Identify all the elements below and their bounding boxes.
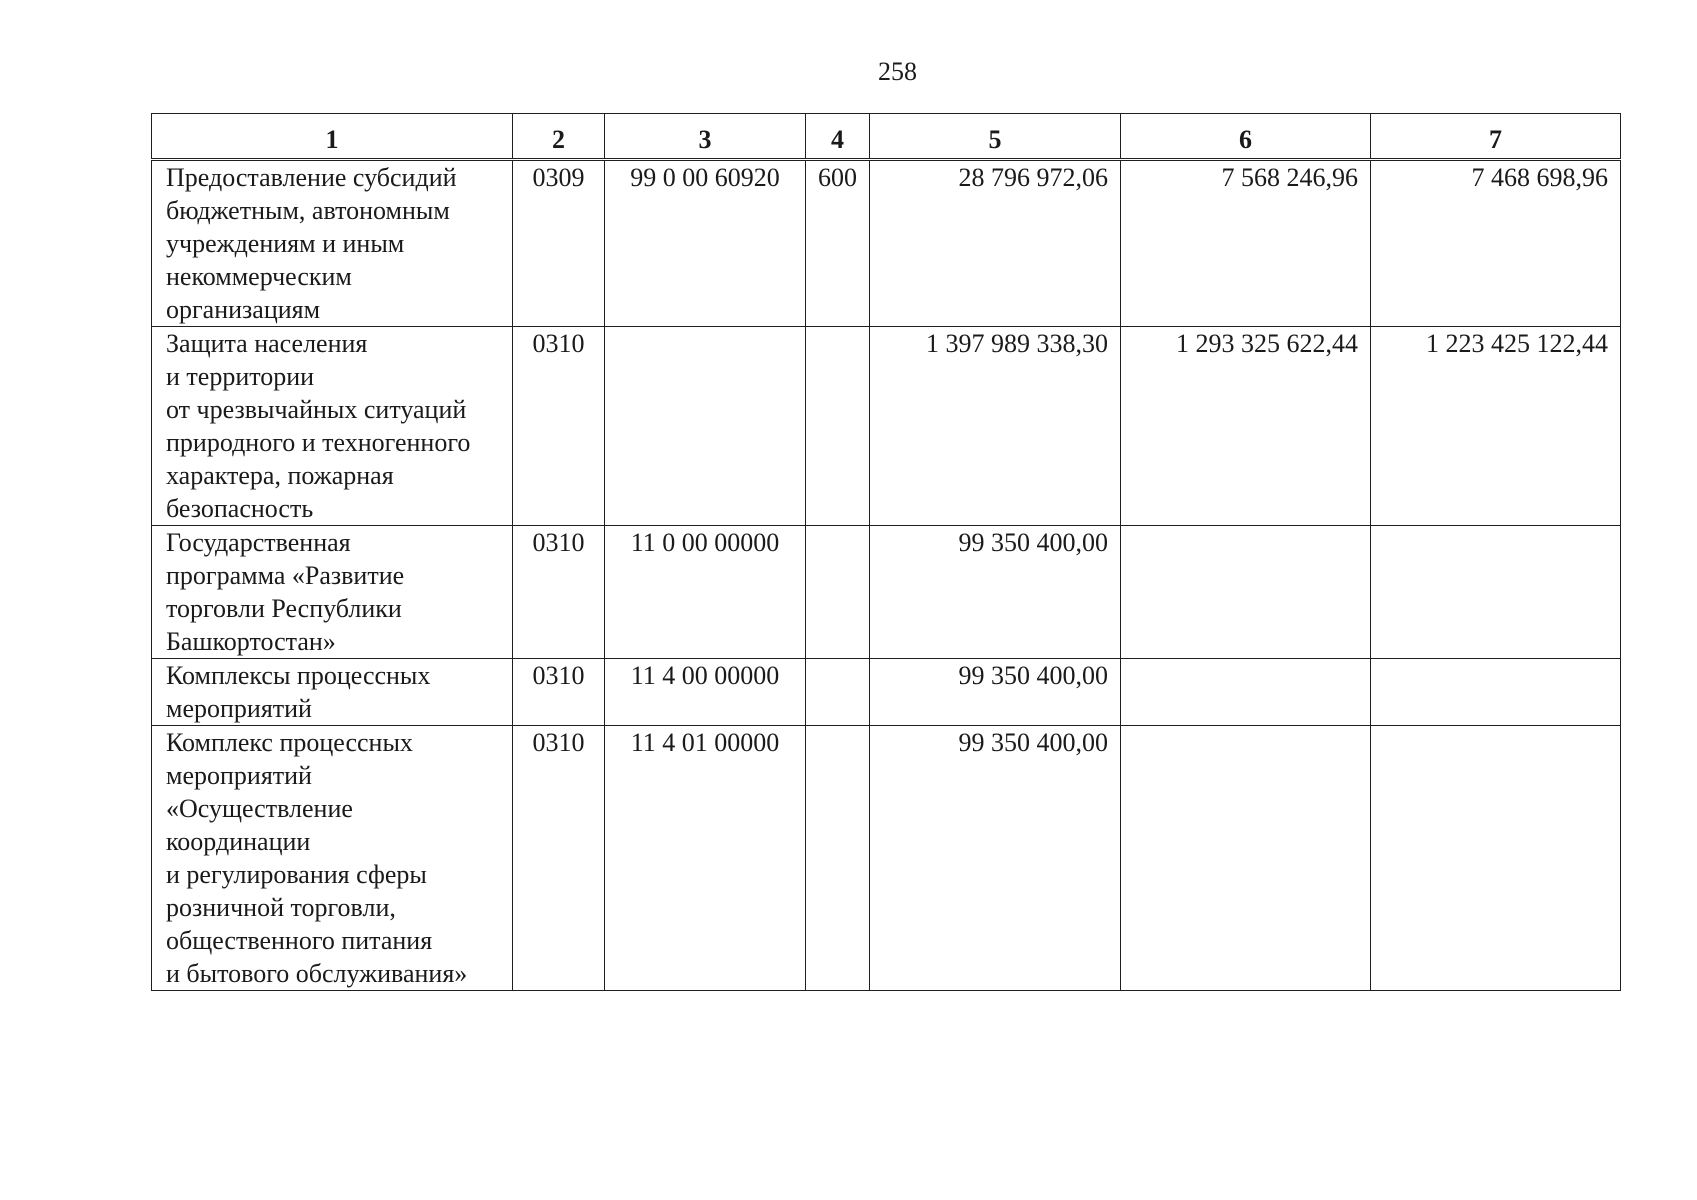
item-name-line: и бытового обслуживания» bbox=[166, 959, 468, 988]
amount-cell: 99 350 400,00 bbox=[870, 659, 1121, 726]
item-name-line: Предоставление субсидий bbox=[166, 163, 457, 192]
item-name-line: координации bbox=[166, 827, 311, 856]
item-name-line: и территории bbox=[166, 362, 315, 391]
amount-cell bbox=[1371, 726, 1621, 991]
item-name-line: розничной торговли, bbox=[166, 893, 396, 922]
table-row bbox=[152, 726, 1621, 991]
item-name-line: и регулирования сферы bbox=[166, 860, 427, 889]
item-name-line: «Осуществление bbox=[166, 794, 353, 823]
amount-cell: 1 397 989 338,30 bbox=[870, 327, 1121, 526]
target-code-cell: 99 0 00 60920 bbox=[605, 160, 806, 327]
column-header: 3 bbox=[605, 114, 806, 160]
target-code-cell: 11 4 00 00000 bbox=[605, 659, 806, 726]
item-name-line: общественного питания bbox=[166, 926, 433, 955]
expense-type-cell: 600 bbox=[806, 160, 870, 327]
item-name-line: учреждениям и иным bbox=[166, 229, 405, 258]
amount-cell: 99 350 400,00 bbox=[870, 726, 1121, 991]
amount-cell: 99 350 400,00 bbox=[870, 526, 1121, 659]
expense-type-cell bbox=[806, 327, 870, 526]
column-header: 2 bbox=[513, 114, 605, 160]
table-row bbox=[152, 160, 1621, 327]
column-header: 1 bbox=[152, 114, 513, 160]
expense-type-cell bbox=[806, 726, 870, 991]
item-name-line: программа «Развитие bbox=[166, 561, 405, 590]
item-name-line: мероприятий bbox=[166, 761, 312, 790]
section-code-cell: 0310 bbox=[513, 327, 605, 526]
item-name-cell bbox=[152, 160, 513, 327]
item-name-line: Башкортостан» bbox=[166, 627, 336, 656]
item-name-cell bbox=[152, 327, 513, 526]
expense-type-cell bbox=[806, 659, 870, 726]
column-header: 4 bbox=[806, 114, 870, 160]
target-code-cell bbox=[605, 327, 806, 526]
table-row bbox=[152, 659, 1621, 726]
section-code-cell: 0310 bbox=[513, 526, 605, 659]
item-name-line: Государственная bbox=[166, 528, 351, 557]
expense-type-cell bbox=[806, 526, 870, 659]
amount-cell: 1 293 325 622,44 bbox=[1121, 327, 1371, 526]
item-name-cell bbox=[152, 526, 513, 659]
item-name-line: бюджетным, автономным bbox=[166, 196, 450, 225]
amount-cell bbox=[1121, 659, 1371, 726]
amount-cell: 7 468 698,96 bbox=[1371, 160, 1621, 327]
item-name-line: Защита населения bbox=[166, 329, 368, 358]
amount-cell: 1 223 425 122,44 bbox=[1371, 327, 1621, 526]
target-code-cell: 11 0 00 00000 bbox=[605, 526, 806, 659]
amount-cell bbox=[1121, 726, 1371, 991]
page-number: 258 bbox=[878, 57, 917, 86]
amount-cell: 7 568 246,96 bbox=[1121, 160, 1371, 327]
column-header: 7 bbox=[1371, 114, 1621, 160]
item-name-line: от чрезвычайных ситуаций bbox=[166, 395, 467, 424]
item-name-line: Комплекс процессных bbox=[166, 728, 413, 757]
amount-cell bbox=[1371, 526, 1621, 659]
item-name-line: безопасность bbox=[166, 494, 314, 523]
column-header: 6 bbox=[1121, 114, 1371, 160]
table-header-row bbox=[152, 114, 1621, 160]
item-name-line: организациям bbox=[166, 295, 321, 324]
item-name-line: некоммерческим bbox=[166, 262, 352, 291]
section-code-cell: 0309 bbox=[513, 160, 605, 327]
amount-cell bbox=[1121, 526, 1371, 659]
item-name-line: мероприятий bbox=[166, 694, 312, 723]
target-code-cell: 11 4 01 00000 bbox=[605, 726, 806, 991]
section-code-cell: 0310 bbox=[513, 726, 605, 991]
item-name-line: характера, пожарная bbox=[166, 461, 394, 490]
section-code-cell: 0310 bbox=[513, 659, 605, 726]
budget-table bbox=[151, 113, 1621, 991]
item-name-line: Комплексы процессных bbox=[166, 661, 431, 690]
item-name-cell bbox=[152, 659, 513, 726]
table-row bbox=[152, 526, 1621, 659]
item-name-line: природного и техногенного bbox=[166, 428, 471, 457]
amount-cell bbox=[1371, 659, 1621, 726]
item-name-cell bbox=[152, 726, 513, 991]
item-name-line: торговли Республики bbox=[166, 594, 402, 623]
table-row bbox=[152, 327, 1621, 526]
amount-cell: 28 796 972,06 bbox=[870, 160, 1121, 327]
column-header: 5 bbox=[870, 114, 1121, 160]
